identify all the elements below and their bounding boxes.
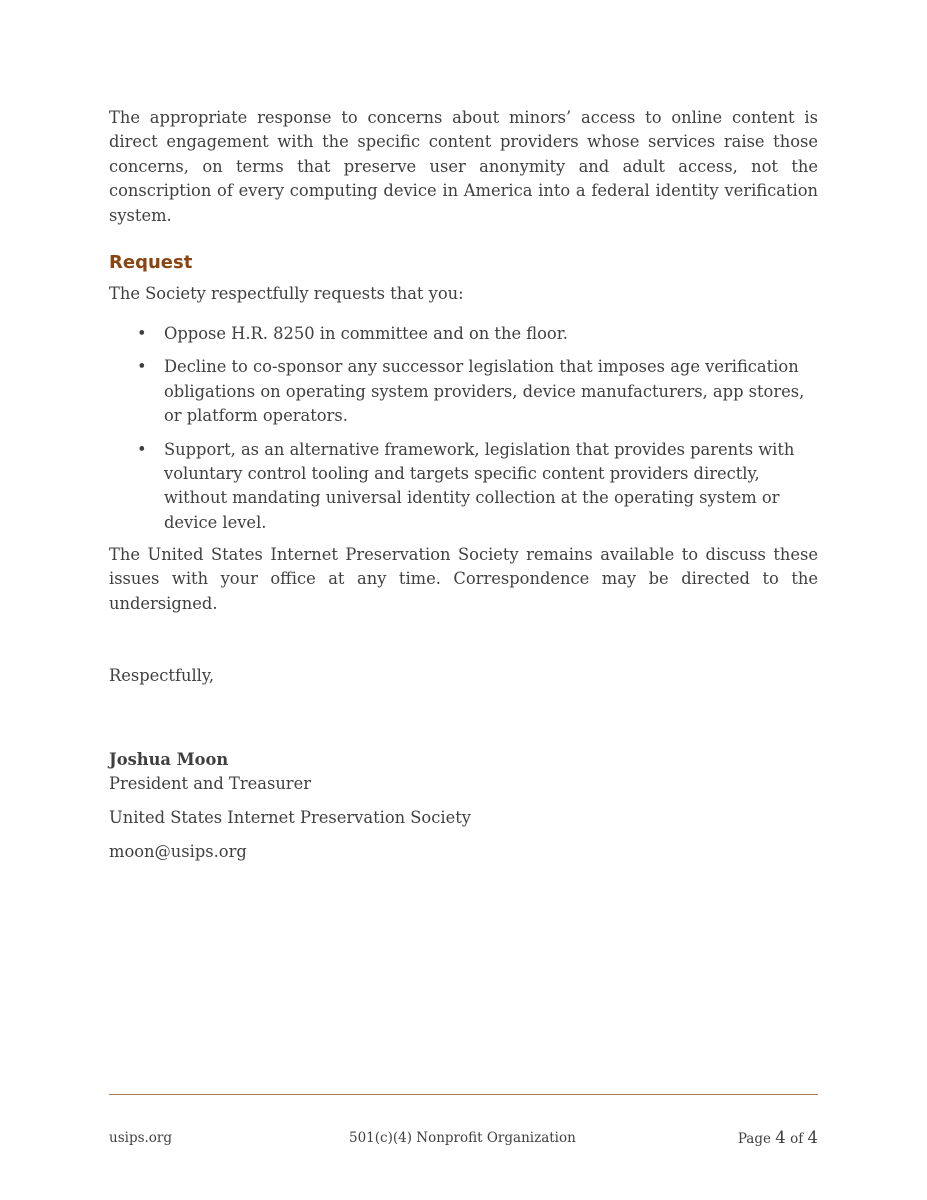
body-paragraph-1: The appropriate response to concerns about minors’ access to online content is direct engagement with the specific content providers whose services raise those concerns, on terms that preserve user anonymity and adult access, not the conscription of every computing device in America into a federal identity verification system. bbox=[109, 108, 818, 225]
page-total: 4 bbox=[807, 1128, 818, 1147]
bullet-icon: • bbox=[137, 324, 147, 343]
request-heading: Request bbox=[109, 252, 193, 273]
bullet-icon: • bbox=[137, 357, 147, 377]
footer-divider bbox=[109, 1094, 818, 1095]
page-current: 4 bbox=[775, 1128, 786, 1147]
list-item bbox=[109, 322, 818, 346]
signatory-organization: United States Internet Preservation Society bbox=[109, 808, 471, 827]
page-label: Page bbox=[737, 1131, 771, 1147]
closing-salutation: Respectfully, bbox=[109, 666, 215, 685]
footer-page-number bbox=[738, 1128, 818, 1147]
list-item-text: Decline to co-sponsor any successor legislation that imposes age verification obligations on operating system providers, device manufacturers, app stores, or platform operators. bbox=[164, 357, 805, 426]
page-footer bbox=[109, 1128, 818, 1148]
request-intro: The Society respectfully requests that you: bbox=[109, 284, 464, 303]
footer-org-type: 501(c)(4) Nonprofit Organization bbox=[349, 1130, 576, 1146]
signatory-email: moon@usips.org bbox=[109, 842, 247, 861]
list-item-text: Oppose H.R. 8250 in committee and on the floor. bbox=[164, 324, 568, 343]
list-item bbox=[109, 438, 818, 536]
list-item bbox=[109, 355, 818, 428]
page-of-label: of bbox=[790, 1131, 804, 1147]
signatory-name: Joshua Moon bbox=[109, 750, 229, 769]
bullet-icon: • bbox=[137, 439, 147, 459]
request-list bbox=[109, 322, 818, 544]
footer-website: usips.org bbox=[109, 1130, 173, 1146]
letter-page bbox=[109, 106, 818, 861]
signatory-title: President and Treasurer bbox=[109, 774, 312, 793]
list-item-text: Support, as an alternative framework, legislation that provides parents with voluntary control tooling and targets specific content providers directly, without mandating universal identity collection at the operating system or device level. bbox=[164, 439, 795, 532]
closing-paragraph: The United States Internet Preservation Society remains available to discuss these issues with your office at any time. Correspondence may be directed to the undersigned. bbox=[109, 545, 818, 613]
